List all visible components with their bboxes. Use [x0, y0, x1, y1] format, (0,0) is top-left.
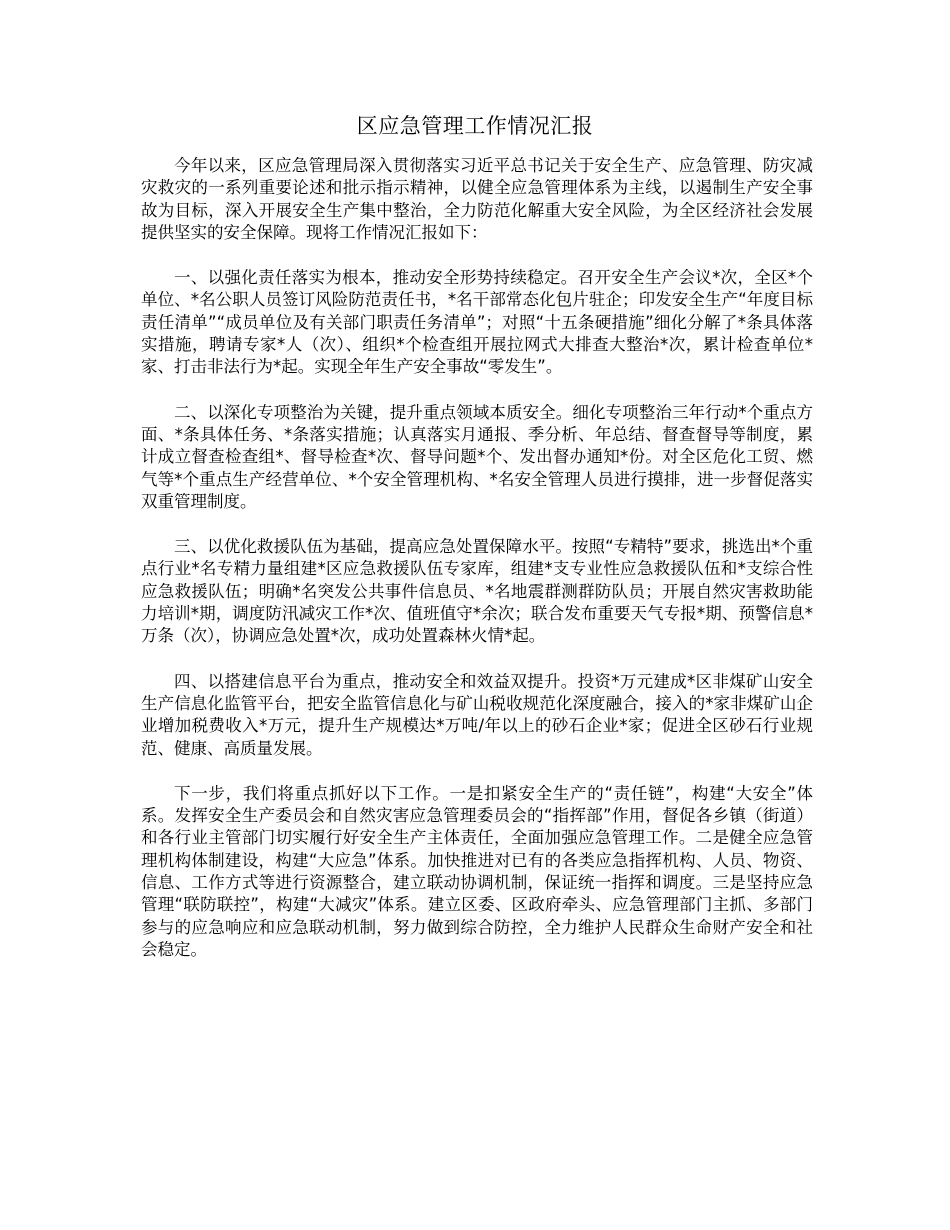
section-2-paragraph: 二、以深化专项整治为关键，提升重点领域本质安全。细化专项整治三年行动*个重点方面、*条具体任务、*条落实措施；认真落实月通报、季分析、年总结、督查督导等制度，累计成立督查检查组*、督导检查*次、督导问题*个、发出督办通知*份。对全区危化工贸、燃气等*个重点生产经营单位、*个安全管理机构、*名安全管理人员进行摸排，进一步督促落实双重管理制度。 — [141, 402, 813, 511]
intro-paragraph: 今年以来，区应急管理局深入贯彻落实习近平总书记关于安全生产、应急管理、防灾减灾救灾的一系列重要论述和批示指示精神，以健全应急管理体系为主线，以遏制生产安全事故为目标，深入开展安全生产集中整治，全力防范化解重大安全风险，为全区经济社会发展提供坚实的安全保障。现将工作情况汇报如下： — [141, 156, 813, 242]
document-body — [141, 155, 813, 984]
document-title: 区应急管理工作情况汇报 — [356, 114, 594, 138]
section-1-paragraph: 一、以强化责任落实为根本，推动安全形势持续稳定。召开安全生产会议*次，全区*个单位、*名公职人员签订风险防范责任书，*名干部常态化包片驻企；印发安全生产“年度目标责任清单”“成员单位及有关部门职责任务清单”；对照“十五条硬措施”细化分解了*条具体落实措施，聘请专家*人（次）、组织*个检查组开展拉网式大排查大整治*次，累计检查单位*家、打击非法行为*起。实现全年生产安全事故“零发生”。 — [141, 268, 813, 377]
section-3-paragraph: 三、以优化救援队伍为基础，提高应急处置保障水平。按照“专精特”要求，挑选出*个重点行业*名专精力量组建*区应急救援队伍专家库，组建*支专业性应急救援队伍和*支综合性应急救援队伍；明确*名突发公共事件信息员、*名地震群测群防队员；开展自然灾害救助能力培训*期，调度防汛减灾工作*次、值班值守*余次；联合发布重要天气专报*期、预警信息*万条（次），协调应急处置*次，成功处置森林火情*起。 — [141, 537, 813, 646]
section-4-paragraph: 四、以搭建信息平台为重点，推动安全和效益双提升。投资*万元建成*区非煤矿山安全生产信息化监管平台，把安全监管信息化与矿山税收规范化深度融合，接入的*家非煤矿山企业增加税费收入*万元，提升生产规模达*万吨/年以上的砂石企业*家；促进全区砂石行业规范、健康、高质量发展。 — [141, 671, 813, 758]
next-steps-paragraph: 下一步，我们将重点抓好以下工作。一是扣紧安全生产的“责任链”，构建“大安全”体系。发挥安全生产委员会和自然灾害应急管理委员会的“指挥部”作用，督促各乡镇（街道）和各行业主管部门切实履行好安全生产主体责任，全面加强应急管理工作。二是健全应急管理机构体制建设，构建“大应急”体系。加快推进对已有的各类应急指挥机构、人员、物资、信息、工作方式等进行资源整合，建立联动协调机制，保证统一指挥和调度。三是坚持应急管理“联防联控”，构建“大减灾”体系。建立区委、区政府牵头、应急管理部门主抓、多部门参与的应急响应和应急联动机制，努力做到综合防控，全力维护人民群众生命财产安全和社会稳定。 — [141, 783, 813, 959]
